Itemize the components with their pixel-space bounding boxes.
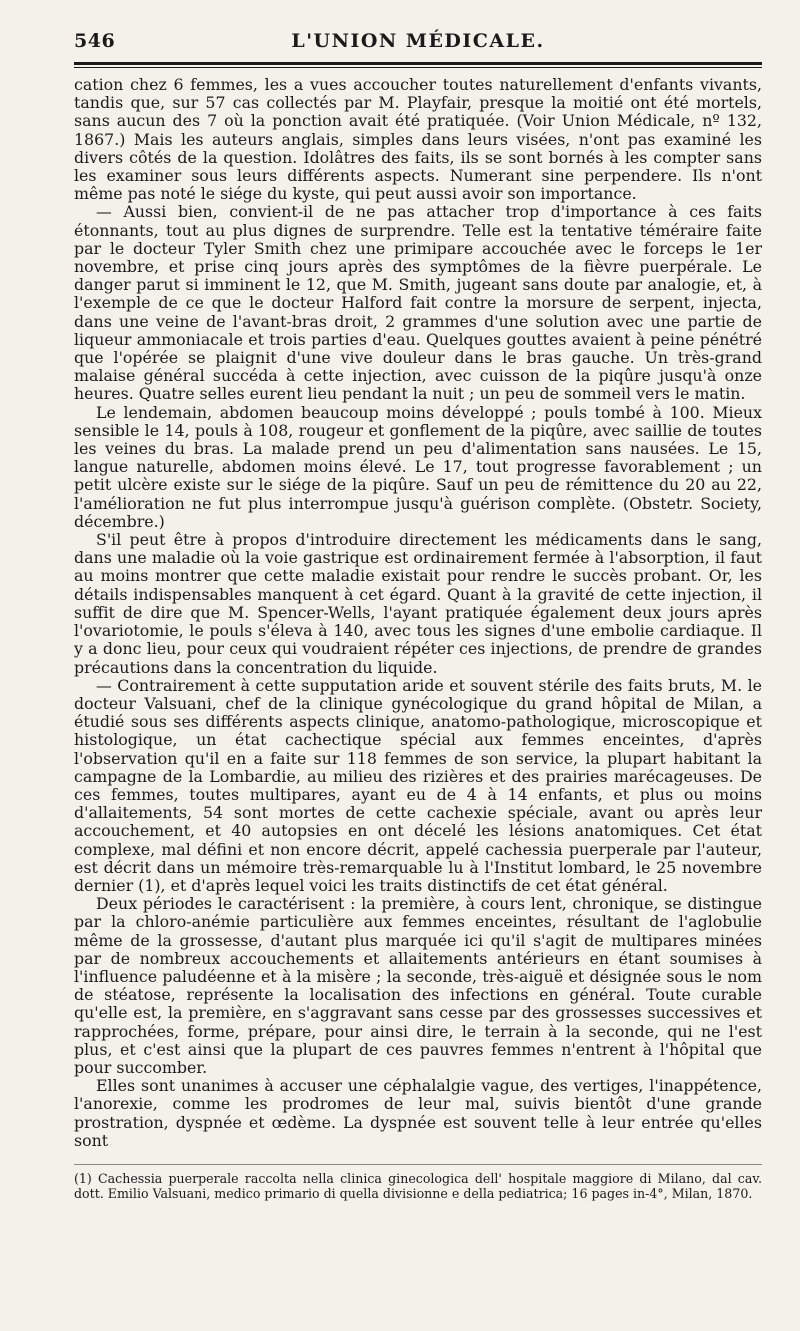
- page-header: [74, 22, 762, 56]
- header-rule-thin: [74, 67, 762, 68]
- running-title: L'UNION MÉDICALE.: [291, 30, 545, 52]
- paragraph-6: Deux périodes le caractérisent : la première, à cours lent, chronique, se distingue par la chloro-anémie particulière aux femmes enceintes, résultant de l'aglobulie même de la grossesse, d'autant plus marquée ici qu'il s'agit de multipares minées par de nombreux accouchements et allaitements antérieurs en étant soumises à l'influence paludéenne et à la misère ; la seconde, très-aiguë et désignée sous le nom de stéatose, représente la localisation des infections en général. Toute curable qu'elle est, la première, en s'aggravant sans cesse par des grossesses successives et rapprochées, forme, prépare, pour ainsi dire, le terrain à la seconde, qui ne l'est plus, et c'est ainsi que la plupart de ces pauvres femmes n'entrent à l'hôpital que pour succomber.: [74, 894, 762, 1077]
- paragraph-3: Le lendemain, abdomen beaucoup moins développé ; pouls tombé à 100. Mieux sensible le 14, pouls à 108, rougeur et gonflement de la piqûre, avec saillie de toutes les veines du bras. La malade prend un peu d'alimentation sans nausées. Le 15, langue naturelle, abdomen moins élevé. Le 17, tout progresse favorablement ; un petit ulcère existe sur le siége de la piqûre. Sauf un peu de rémittence du 20 au 22, l'amélioration ne fut plus interrompue jusqu'à guérison complète. (Obstetr. Society, décembre.): [74, 402, 762, 531]
- article-body: [74, 76, 762, 1150]
- paragraph-4: S'il peut être à propos d'introduire directement les médicaments dans le sang, dans une maladie où la voie gastrique est ordinairement fermée à l'absorption, il faut au moins montrer que cette maladie existait pour rendre le succès probant. Or, les détails indispensables manquent à cet égard. Quant à la gravité de cette injection, il suffit de dire que M. Spencer-Wells, l'ayant pratiquée également deux jours après l'ovariotomie, le pouls s'éleva à 140, avec tous les signes d'une embolie cardiaque. Il y a donc lieu, pour ceux qui voudraient répéter ces injections, de prendre de grandes précautions dans la concentration du liquide.: [74, 530, 762, 677]
- paragraph-5: — Contrairement à cette supputation aride et souvent stérile des faits bruts, M. le docteur Valsuani, chef de la clinique gynécologique du grand hôpital de Milan, a étudié sous ses différents aspects clinique, anatomo-pathologique, microscopique et histologique, un état cachectique spécial aux femmes enceintes, d'après l'observation qu'il en a faite sur 118 femmes de son service, la plupart habitant la campagne de la Lombardie, au milieu des rizières et des prairies marécageuses. De ces femmes, toutes multipares, ayant eu de 4 à 14 enfants, et plus ou moins d'allaitements, 54 sont mortes de cette cachexie spéciale, avant ou après leur accouchement, et 40 autopsies en ont décelé les lésions anatomiques. Cet état complexe, mal défini et non encore décrit, appelé cachessia puerperale par l'auteur, est décrit dans un mémoire très-remarquable lu à l'Institut lombard, le 25 novembre dernier (1), et d'après lequel voici les traits distinctifs de cet état général.: [74, 675, 762, 895]
- paragraph-7: Elles sont unanimes à accuser une céphalalgie vague, des vertiges, l'inappétence, l'anorexie, comme les prodromes de leur mal, suivis bientôt d'une grande prostration, dyspnée et œdème. La dyspnée est souvent telle à leur entrée qu'elles sont: [74, 1076, 762, 1150]
- page-number: 546: [74, 30, 116, 52]
- footnote-separator: [74, 1164, 762, 1165]
- header-rule: [74, 62, 762, 65]
- footnote: (1) Cachessia puerperale raccolta nella clinica ginecologica dell' hospitale maggiore di Milano, dal cav. dott. Emilio Valsuani, medico primario di quella divisionne e della pediatrica; 16 pages in-4°, Milan, 1870.: [74, 1170, 762, 1201]
- paragraph-2: — Aussi bien, convient-il de ne pas attacher trop d'importance à ces faits étonnants, tout au plus dignes de surprendre. Telle est la tentative téméraire faite par le docteur Tyler Smith chez une primipare accouchée avec le forceps le 1er novembre, et prise cinq jours après des symptômes de la fièvre puerpérale. Le danger parut si imminent le 12, que M. Smith, jugeant sans doute par analogie, et, à l'exemple de ce que le docteur Halford fait contre la morsure de serpent, injecta, dans une veine de l'avant-bras droit, 2 grammes d'une solution avec une partie de liqueur ammoniacale et trois parties d'eau. Quelques gouttes avaient à peine pénétré que l'opérée se plaignit d'une vive douleur dans le bras gauche. Un très-grand malaise général succéda à cette injection, avec cuisson de la piqûre jusqu'à onze heures. Quatre selles eurent lieu pendant la nuit ; un peu de sommeil vers le matin.: [74, 202, 762, 404]
- paragraph-1: cation chez 6 femmes, les a vues accoucher toutes naturellement d'enfants vivants, tandis que, sur 57 cas collectés par M. Playfair, presque la moitié ont été mortels, sans aucun des 7 où la ponction avait été pratiquée. (Voir Union Médicale, nº 132, 1867.) Mais les auteurs anglais, simples dans leurs visées, n'ont pas examiné les divers côtés de la question. Idolâtres des faits, ils se sont bornés à les compter sans les examiner sous leurs différents aspects. Numerant sine perpendere. Ils n'ont même pas noté le siége du kyste, qui peut aussi avoir son importance.: [74, 75, 762, 204]
